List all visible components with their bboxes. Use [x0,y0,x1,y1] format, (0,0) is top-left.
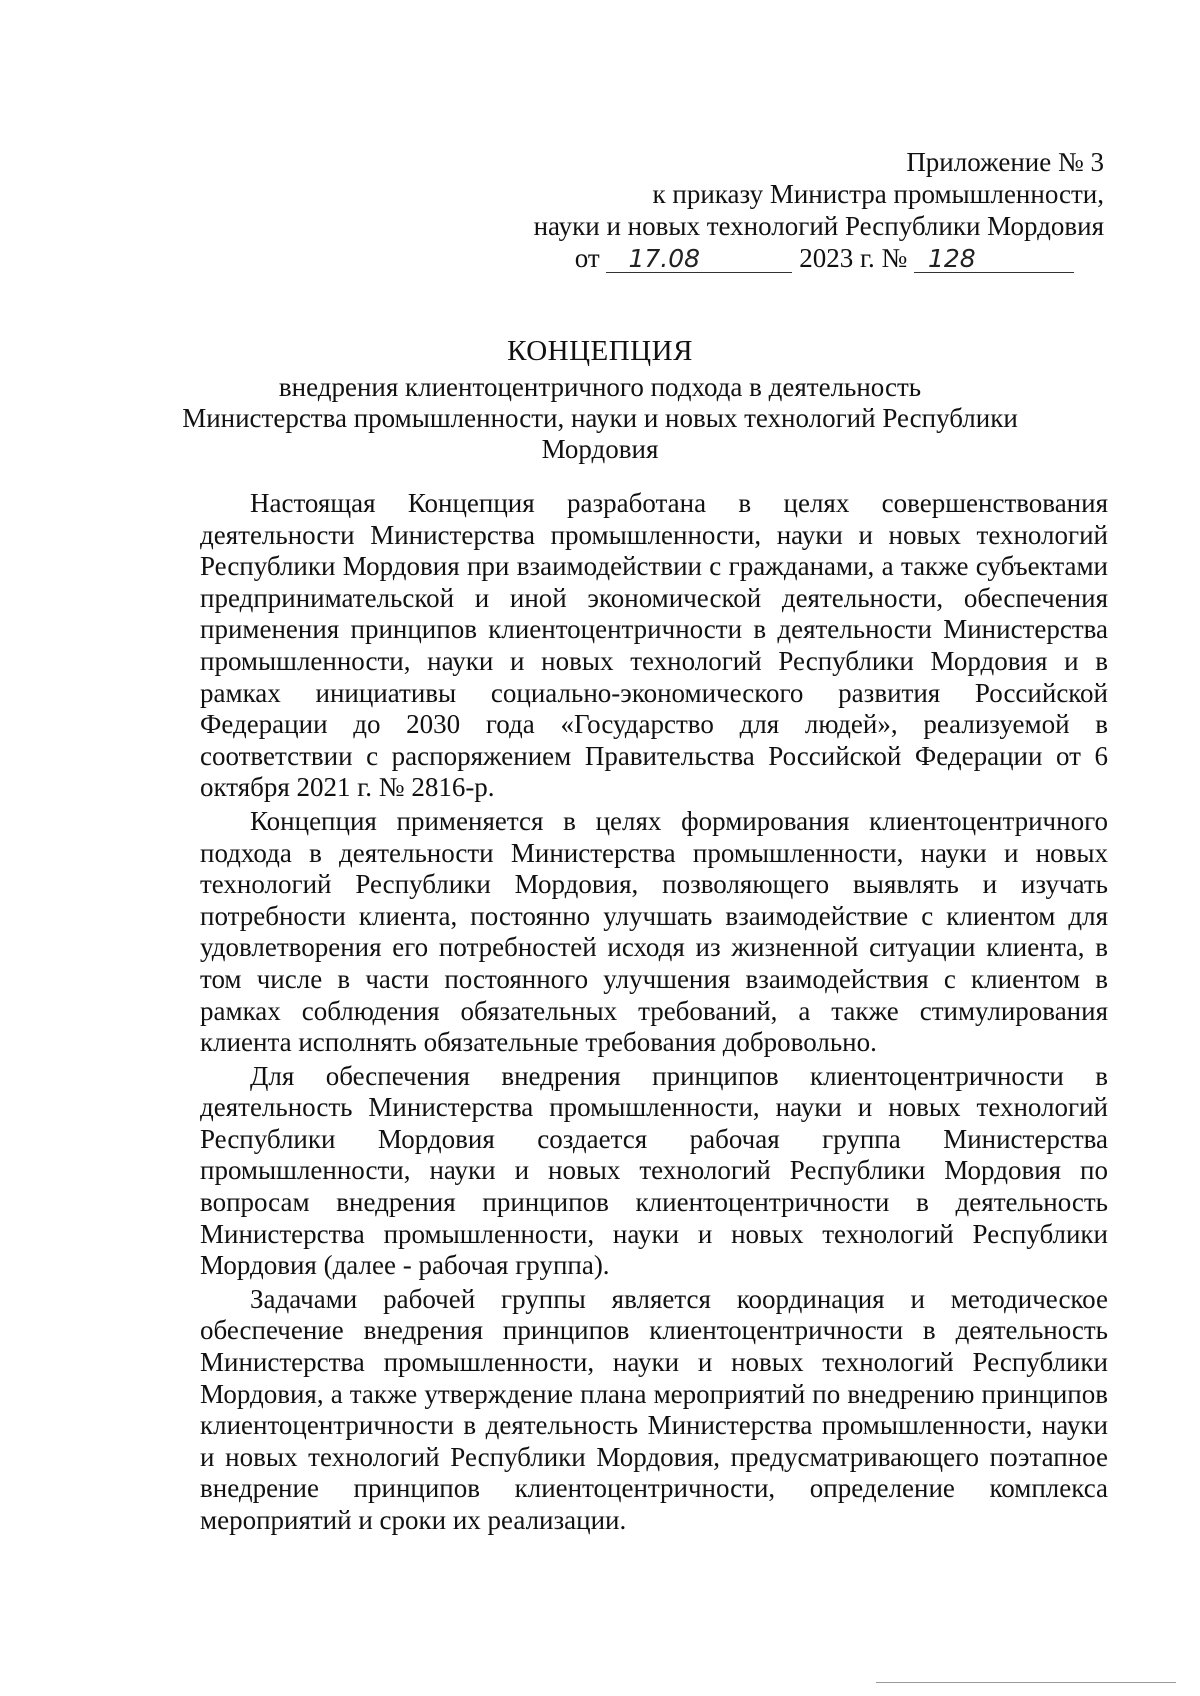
title-subtitle-line-2: Министерства промышленности, науки и новых технологий Республики [182,403,1018,433]
appendix-header [384,146,1104,274]
appendix-number: Приложение № 3 [906,147,1104,177]
body-paragraph-3: Для обеспечения внедрения принципов клиентоцентричности в деятельность Министерства промышленности, науки и новых технологий Республики Мордовия создается рабочая группа Министерства промышленности, науки и новых технологий Республики Мордовия по вопросам внедрения принципов клиентоцентричности в деятельность Министерства промышленности, науки и новых технологий Республики Мордовия (далее - рабочая группа). [200,1060,1108,1281]
scan-artifact-line [876,1682,1176,1683]
ministry-name: науки и новых технологий Республики Мордовия [533,211,1104,241]
title-subtitle-line-3: Мордовия [541,434,659,464]
title-heading: КОНЦЕПЦИЯ [507,335,693,367]
order-year: 2023 г. № [799,243,908,273]
handwritten-date: 17.08 [606,246,792,273]
document-body [200,488,1108,1539]
body-paragraph-4: Задачами рабочей группы является координация и методическое обеспечение внедрения принципов клиентоцентричности в деятельность Министерства промышленности, науки и новых технологий Республики Мордовия, а также утверждение плана мероприятий по внедрению принципов клиентоцентричности в деятельность Министерства промышленности, науки и новых технологий Республики Мордовия, предусматривающего поэтапное внедрение принципов клиентоцентричности, определение комплекса мероприятий и сроки их реализации. [200,1283,1108,1535]
handwritten-order-number: 128 [914,246,1074,273]
body-paragraph-1: Настоящая Концепция разработана в целях совершенствования деятельности Министерства промышленности, науки и новых технологий Республики Мордовия при взаимодействии с гражданами, а также субъектами предпринимательской и иной экономической деятельности, обеспечения применения принципов клиентоцентричности в деятельности Министерства промышленности, науки и новых технологий Республики Мордовия и в рамках инициативы социально-экономического развития Российской Федерации до 2030 года «Государство для людей», реализуемой в соответствии с распоряжением Правительства Российской Федерации от 6 октября 2021 г. № 2816-р. [200,488,1108,803]
document-title [180,336,1020,465]
body-paragraph-2: Концепция применяется в целях формирования клиентоцентричного подхода в деятельности Министерства промышленности, науки и новых технологий Республики Мордовия, позволяющего выявлять и изучать потребности клиента, постоянно улучшать взаимодействие с клиентом для удовлетворения его потребностей исходя из жизненной ситуации клиента, в том числе в части постоянного улучшения взаимодействия с клиентом в рамках соблюдения обязательных требований, а также стимулирования клиента исполнять обязательные требования добровольно. [200,805,1108,1058]
date-prefix: от [574,243,600,273]
order-date-line [384,242,1074,274]
title-subtitle-line-1: внедрения клиентоцентричного подхода в деятельность [278,372,922,402]
order-reference: к приказу Министра промышленности, [652,179,1104,209]
